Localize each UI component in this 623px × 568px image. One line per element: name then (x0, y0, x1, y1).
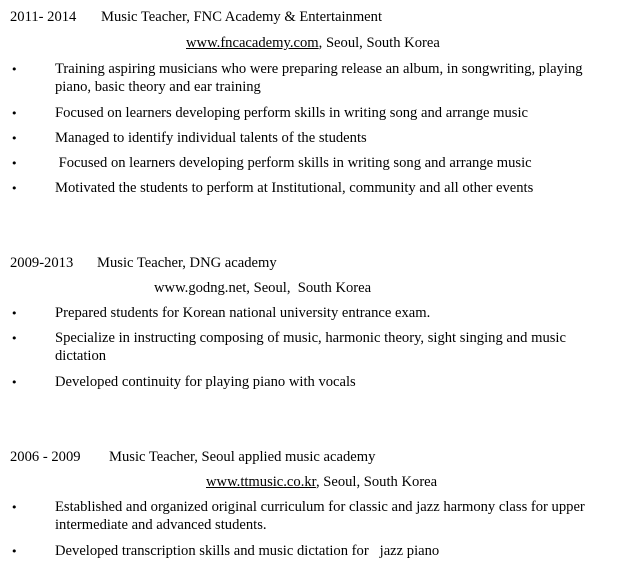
job-bullet-text: Established and organized original curriculum for classic and jazz harmony class for upper intermediate and advanced students. (55, 499, 585, 533)
job-location-line (154, 279, 371, 297)
job-location: , Seoul, South Korea (246, 280, 372, 296)
job-title: Music Teacher, FNC Academy & Entertainment (101, 9, 383, 25)
job-location-line (186, 34, 440, 52)
bullet-icon: • (11, 376, 18, 389)
job-bullet-text: Prepared students for Korean national university entrance exam. (55, 305, 431, 321)
website-link[interactable]: www.ttmusic.co.kr (206, 474, 316, 490)
job-dates: 2009-2013 (10, 255, 74, 271)
bullet-icon: • (11, 332, 18, 345)
website-link[interactable]: www.godng.net (154, 280, 247, 296)
bullet-icon: • (11, 132, 18, 145)
job-bullet-text: Developed transcription skills and music dictation for jazz piano (55, 543, 440, 559)
bullet-icon: • (11, 307, 18, 320)
job-bullet-text: Training aspiring musicians who were preparing release an album, in songwriting, playing piano, basic theory and ear training (55, 61, 583, 95)
bullet-icon: • (11, 545, 18, 558)
job-bullet-text: Focused on learners developing perform skills in writing song and arrange music (55, 105, 528, 121)
job-location: , Seoul, South Korea (315, 474, 438, 490)
job-location: , Seoul, South Korea (318, 35, 440, 51)
bullet-icon: • (11, 157, 18, 170)
bullet-icon: • (11, 182, 18, 195)
job-dates: 2006 - 2009 (10, 449, 81, 465)
job-dates: 2011- 2014 (10, 9, 77, 25)
job-title: Music Teacher, DNG academy (97, 255, 277, 271)
job-location-line (206, 473, 437, 491)
job-bullet-text: Motivated the students to perform at Institutional, community and all other events (55, 180, 534, 196)
bullet-icon: • (11, 63, 18, 76)
bullet-icon: • (11, 501, 18, 514)
job-bullet-text: Specialize in instructing composing of music, harmonic theory, sight singing and music dictation (55, 330, 566, 364)
job-title: Music Teacher, Seoul applied music academy (109, 449, 376, 465)
job-bullet-text: Managed to identify individual talents of the students (55, 130, 367, 146)
job-bullet-text: Focused on learners developing perform skills in writing song and arrange music (55, 155, 532, 171)
website-link[interactable]: www.fncacademy.com (186, 35, 319, 51)
bullet-icon: • (11, 107, 18, 120)
job-bullet-text: Developed continuity for playing piano with vocals (55, 374, 356, 390)
